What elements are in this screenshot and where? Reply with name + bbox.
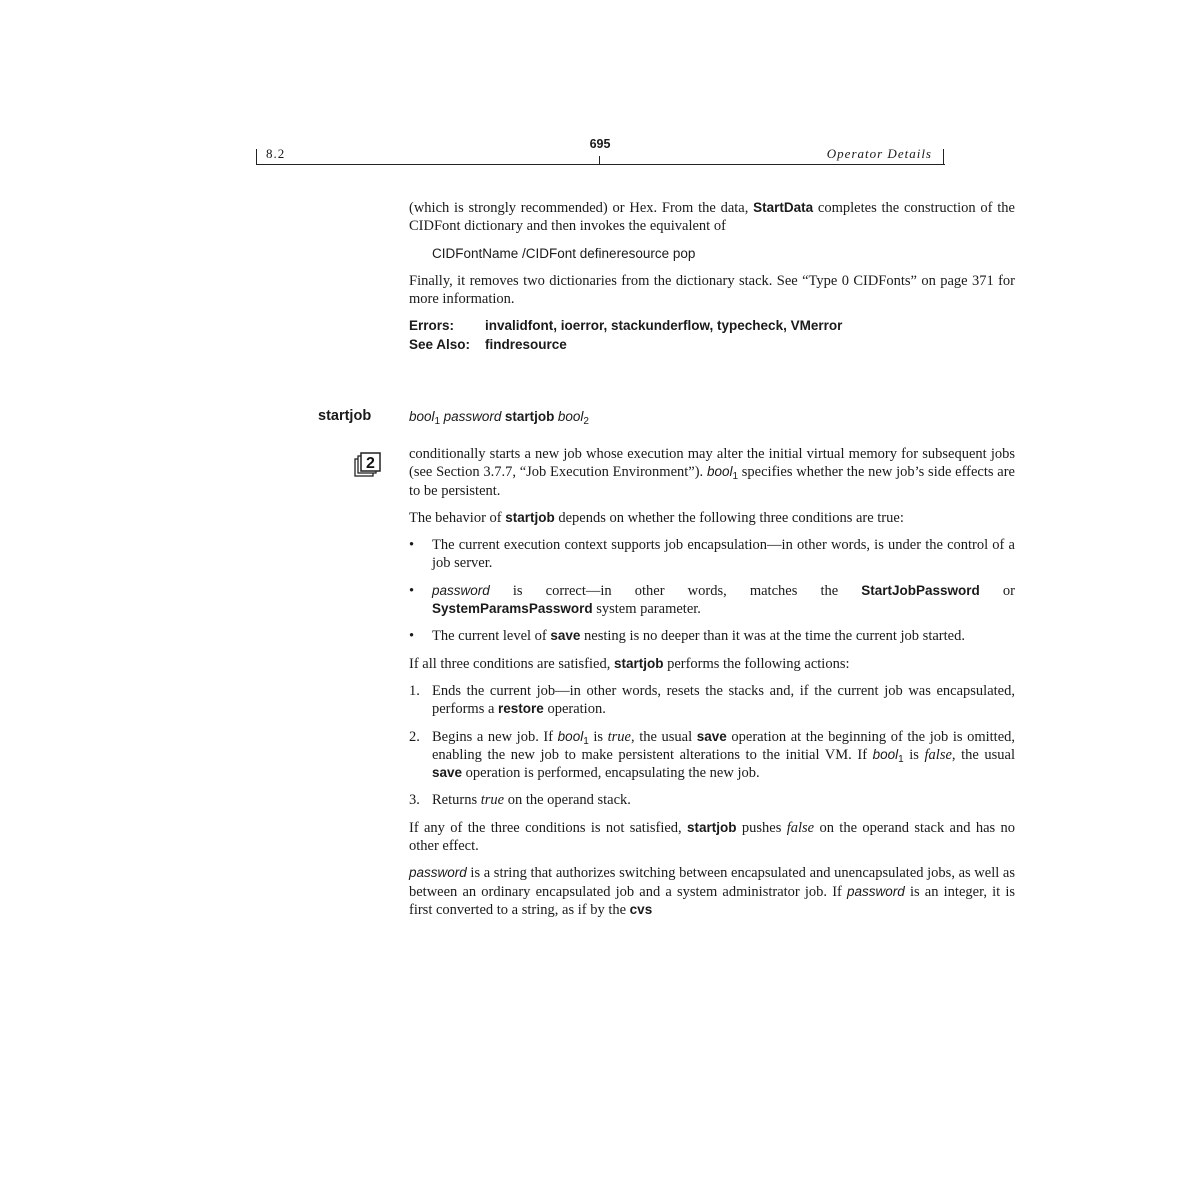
code-line: CIDFontName /CIDFont defineresource pop bbox=[432, 245, 696, 261]
errors-value: invalidfont, ioerror, stackunderflow, typecheck, VMerror bbox=[485, 318, 843, 334]
operator-entry-name: startjob bbox=[318, 408, 372, 424]
bullet-icon: • bbox=[409, 537, 415, 554]
numbered-item: 2. Begins a new job. If bool$_1$ is true, the usual save operation at the beginning of the job is omitted, enabling the new job to make persistent alterations to the initial VM. If bool$_1$ is false, the usual save operation is performed, encapsulating the new job. bbox=[409, 728, 1016, 782]
numbered-item: 3. Returns true on the operand stack. bbox=[409, 792, 631, 809]
bullet-icon: • bbox=[409, 628, 415, 645]
continuation-paragraph-2: Finally, it removes two dictionaries from the dictionary stack. See “Type 0 CIDFonts” on page 371 for more information. bbox=[409, 272, 1015, 308]
item-number: 3. bbox=[409, 792, 420, 809]
operator-name: StartData bbox=[753, 200, 814, 215]
errors-label: Errors: bbox=[409, 318, 455, 334]
item-number: 2. bbox=[409, 728, 420, 745]
see-also-value: findresource bbox=[485, 336, 567, 352]
bullet-item: • The current execution context supports job encapsulation—in other words, is under the control of a job server. bbox=[409, 537, 1015, 572]
operator-syntax: bool$_1$ password startjob bool$_2$ bbox=[409, 409, 589, 427]
continuation-paragraph: (which is strongly recommended) or Hex. From the data, StartData completes the construction of the CIDFont dictionary and then invokes the equivalent of bbox=[409, 200, 1015, 235]
header-tick-center bbox=[599, 156, 600, 165]
level-2-label: 2 bbox=[366, 455, 375, 472]
header-tick-right bbox=[943, 149, 944, 165]
header-tick-left bbox=[256, 149, 257, 165]
password-paragraph: password is a string that authorizes switching between encapsulated and unencapsulated jobs, as well as between an ordinary encapsulated job and a system administrator job. If password is an integer, it is first converted to a string, as if by the cvs bbox=[409, 865, 1015, 918]
page-number: 695 bbox=[589, 137, 611, 151]
errors-line bbox=[409, 317, 1015, 336]
item-number: 1. bbox=[409, 682, 420, 699]
bullet-item: • password is correct—in other words, matches the StartJobPassword or SystemParamsPassword system parameter. bbox=[409, 582, 1015, 618]
continuation-text bbox=[409, 199, 1015, 354]
if-any-paragraph: If any of the three conditions is not satisfied, startjob pushes false on the operand stack and has no other effect. bbox=[409, 819, 1015, 855]
numbered-item: 1. Ends the current job—in other words, resets the stacks and, if the current job was encapsulated, performs a restore operation. bbox=[409, 682, 1015, 718]
level-2-icon bbox=[354, 452, 384, 478]
intro-paragraph: conditionally starts a new job whose execution may alter the initial virtual memory for subsequent jobs (see Section 3.7.7, “Job Execution Environment”). bool$_1$ specifies whether the new job’s side effects are to be persistent. bbox=[409, 446, 1015, 499]
chapter-title: Operator Details bbox=[826, 146, 932, 161]
bullet-item: • The current level of save nesting is no deeper than it was at the time the current job started. bbox=[409, 628, 965, 645]
header-rule bbox=[256, 164, 945, 165]
operator-description bbox=[409, 445, 1015, 928]
see-also-label: See Also: bbox=[409, 336, 471, 352]
if-all-paragraph: If all three conditions are satisfied, startjob performs the following actions: bbox=[409, 655, 850, 672]
bullet-icon: • bbox=[409, 582, 415, 599]
behavior-paragraph: The behavior of startjob depends on whether the following three conditions are true: bbox=[409, 509, 904, 526]
see-also-line bbox=[409, 336, 1015, 355]
header-section: 8.2 bbox=[266, 146, 286, 161]
